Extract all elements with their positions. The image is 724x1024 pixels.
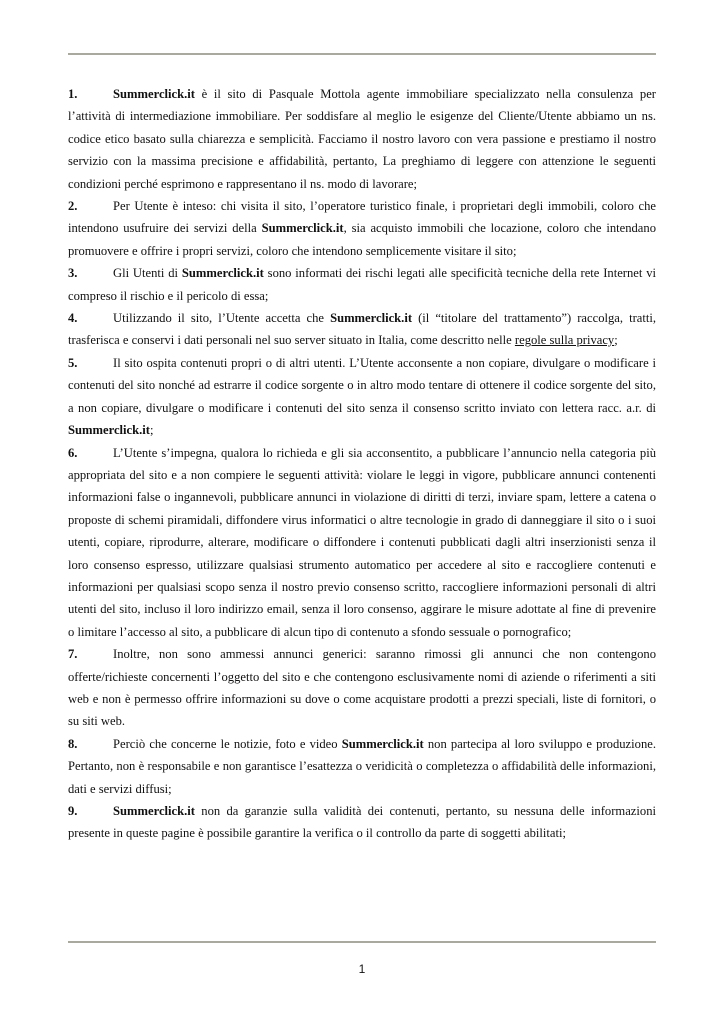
paragraph-number: 8. xyxy=(68,736,78,751)
paragraph-text: Inoltre, non sono ammessi annunci generici: saranno rimossi gli annunci che non contengono offerte/richieste concernenti l’oggetto del sito e che contengono esclusivamente nomi di aziende o riferimenti a siti web e non è permesso offrire informazioni su dove o come acquistare prodotti a prezzi speciali, liste di fornitori, o su siti web. xyxy=(68,647,656,729)
brand-name: Summerclick.it xyxy=(113,87,195,101)
paragraph-text: non da garanzie sulla validità dei contenuti, pertanto, su nessuna delle informazioni presente in queste pagine è possibile garantire la verifica o il controllo da parte di soggetti abilitati; xyxy=(68,804,656,841)
paragraph-number: 9. xyxy=(68,804,78,818)
paragraph-text: , sia acquisto immobili che locazione, coloro che intendano promuovere e offrire i propri servizi, coloro che intendono semplicemente visitare il sito; xyxy=(68,221,656,258)
brand-name: Summerclick.it xyxy=(181,266,264,281)
paragraph-text: Utilizzando il sito, l’Utente accetta che xyxy=(113,311,331,326)
header-rule xyxy=(68,53,656,55)
paragraph-text: è il sito di Pasquale Mottola agente immobiliare specializzato nella consulenza per l’attività di intermediazione immobiliare. Per soddisfare al meglio le esigenze del Cliente/Utente abbiamo un ns. codice etico basato sulla chiarezza e semplicità. Facciamo il nostro lavoro con vera passione e prestiamo il nostro servizio con la massima precisione e affidabilità, pertanto, La preghiamo di leggere con attenzione le seguenti condizioni perché esprimono e rappresentano il ns. modo di lavorare; xyxy=(68,87,656,191)
privacy-rules-link[interactable]: regole sulla privacy xyxy=(514,333,615,348)
paragraph-number: 7. xyxy=(68,647,78,662)
paragraph-number: 6. xyxy=(68,445,78,460)
paragraph-number: 5. xyxy=(68,355,78,370)
paragraph-number: 3. xyxy=(68,266,78,281)
paragraph-9 xyxy=(68,800,656,845)
paragraph-number: 4. xyxy=(68,311,78,326)
paragraph-text: sono informati dei rischi legati alle specificità tecniche della rete Internet vi compreso il rischio e il pericolo di essa; xyxy=(68,266,657,303)
paragraph-number: 1. xyxy=(68,87,78,101)
paragraph-1 xyxy=(68,83,656,195)
paragraph-text: Gli Utenti di xyxy=(113,266,182,281)
page-number: 1 xyxy=(358,962,366,976)
brand-name: Summerclick.it xyxy=(68,423,150,438)
paragraph-4 xyxy=(68,307,656,352)
document-body xyxy=(68,83,656,845)
brand-name: Summerclick.it xyxy=(330,311,413,326)
paragraph-7 xyxy=(68,643,656,733)
footer-rule xyxy=(68,941,656,943)
paragraph-2 xyxy=(68,195,656,262)
paragraph-3 xyxy=(68,262,656,307)
paragraph-text: Perciò che concerne le notizie, foto e video xyxy=(113,736,342,751)
brand-name: Summerclick.it xyxy=(261,221,344,236)
paragraph-text: Il sito ospita contenuti propri o di altri utenti. L’Utente acconsente a non copiare, divulgare o modificare i contenuti del sito nonché ad estrarre il codice sorgente o in altro modo tentare di ottenere il codice sorgente del sito, a non copiare, divulgare o modificare i contenuti del sito senza il consenso scritto inviato con lettera racc. a.r. di xyxy=(68,355,656,415)
paragraph-text: Per Utente è inteso: chi visita il sito, l’operatore turistico finale, i proprietari degli immobili, coloro che intendono usufruire dei servizi della xyxy=(68,199,656,236)
paragraph-text: ; xyxy=(614,333,618,348)
paragraph-text: (il “titolare del trattamento”) raccolga, tratti, trasferisca e conservi i dati personali nel suo server situato in Italia, come descritto nelle xyxy=(68,311,656,348)
brand-name: Summerclick.it xyxy=(113,804,195,818)
paragraph-text: ; xyxy=(149,423,154,438)
paragraph-number: 2. xyxy=(68,199,78,214)
brand-name: Summerclick.it xyxy=(341,736,424,751)
paragraph-6 xyxy=(68,442,656,644)
paragraph-text: non partecipa al loro sviluppo e produzione. Pertanto, non è responsabile e non garantisce l’esattezza o veridicità o completezza o affidabilità delle informazioni, dati e servizi diffusi; xyxy=(68,736,656,796)
paragraph-5 xyxy=(68,352,656,442)
paragraph-8 xyxy=(68,733,656,800)
paragraph-text: L’Utente s’impegna, qualora lo richieda e gli sia acconsentito, a pubblicare l’annuncio nella categoria più appropriata del sito e a non compiere le seguenti attività: violare le leggi in vigore, pubblicare annunci contenenti informazioni false o ingannevoli, pubblicare annunci in violazione di diritti di terzi, inviare spam, lettere a catena o proposte di schemi piramidali, diffondere virus informatici o altre tecnologie in grado di danneggiare il sito o i suoi utenti, copiare, riprodurre, alterare, modificare o diffondere i contenuti pubblicati dagli altri inserzionisti senza il loro consenso espresso, utilizzare qualsiasi strumento automatico per accedere al sito e raccogliere contenuti e informazioni per qualsiasi scopo senza il nostro previo consenso scritto, raccogliere informazioni personali di altri utenti del sito, incluso il loro indirizzo email, senza il loro consenso, aggirare le misure adottate al fine di prevenire o limitare l’accesso al sito, a pubblicare di alcun tipo di contenuto a sfondo sessuale o pornografico; xyxy=(68,445,656,639)
